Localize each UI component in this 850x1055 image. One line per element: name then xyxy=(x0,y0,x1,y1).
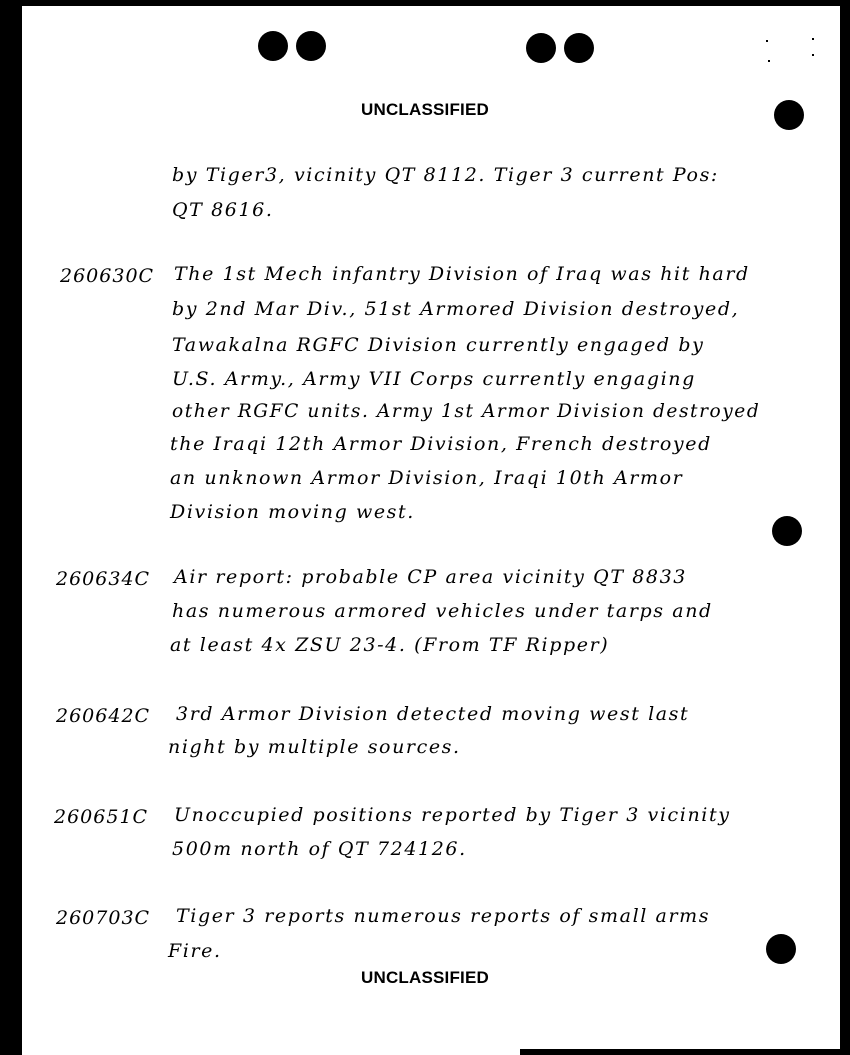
entry-line: Division moving west. xyxy=(170,501,415,523)
punch-hole xyxy=(258,31,288,61)
scan-speck xyxy=(812,38,814,40)
entry-dtg: 260634C xyxy=(56,568,151,590)
entry-line: other RGFC units. Army 1st Armor Division destroyed xyxy=(172,400,761,422)
scan-speck xyxy=(812,54,814,56)
entry-line: the Iraqi 12th Armor Division, French destroyed xyxy=(170,433,712,455)
entry-dtg: 260703C xyxy=(56,907,151,929)
entry-dtg: 260630C xyxy=(60,265,155,287)
entry-dtg: 260651C xyxy=(54,806,149,828)
entry-line: Tiger 3 reports numerous reports of small arms xyxy=(176,905,711,927)
entry-line: Unoccupied positions reported by Tiger 3 vicinity xyxy=(174,804,731,826)
punch-hole xyxy=(296,31,326,61)
punch-hole xyxy=(772,516,802,546)
entry-line: Air report: probable CP area vicinity QT 8833 xyxy=(174,566,687,588)
entry-line: at least 4x ZSU 23-4. (From TF Ripper) xyxy=(170,634,610,656)
scan-edge-left xyxy=(0,0,22,1055)
entry-line: an unknown Armor Division, Iraqi 10th Armor xyxy=(170,467,684,489)
classification-header: UNCLASSIFIED xyxy=(360,100,490,119)
entry-line: Tawakalna RGFC Division currently engaged by xyxy=(172,334,705,356)
continuation-line: QT 8616. xyxy=(172,199,274,221)
punch-hole xyxy=(526,33,556,63)
entry-dtg: 260642C xyxy=(56,705,151,727)
entry-line: 3rd Armor Division detected moving west last xyxy=(176,703,690,725)
scan-edge-right xyxy=(840,0,850,1055)
punch-hole xyxy=(766,934,796,964)
classification-footer: UNCLASSIFIED xyxy=(360,968,490,987)
entry-line: The 1st Mech infantry Division of Iraq was hit hard xyxy=(174,263,750,285)
scan-edge-bottom xyxy=(520,1049,850,1055)
entry-line: night by multiple sources. xyxy=(168,736,461,758)
entry-line: Fire. xyxy=(168,940,222,962)
scan-speck xyxy=(768,60,770,62)
entry-line: by 2nd Mar Div., 51st Armored Division destroyed, xyxy=(172,298,740,320)
scan-speck xyxy=(766,40,768,42)
entry-line: has numerous armored vehicles under tarps and xyxy=(172,600,713,622)
entry-line: U.S. Army., Army VII Corps currently engaging xyxy=(172,368,696,390)
continuation-line: by Tiger3, vicinity QT 8112. Tiger 3 current Pos: xyxy=(172,164,719,186)
punch-hole xyxy=(564,33,594,63)
scan-edge-top xyxy=(0,0,850,6)
entry-line: 500m north of QT 724126. xyxy=(172,838,467,860)
